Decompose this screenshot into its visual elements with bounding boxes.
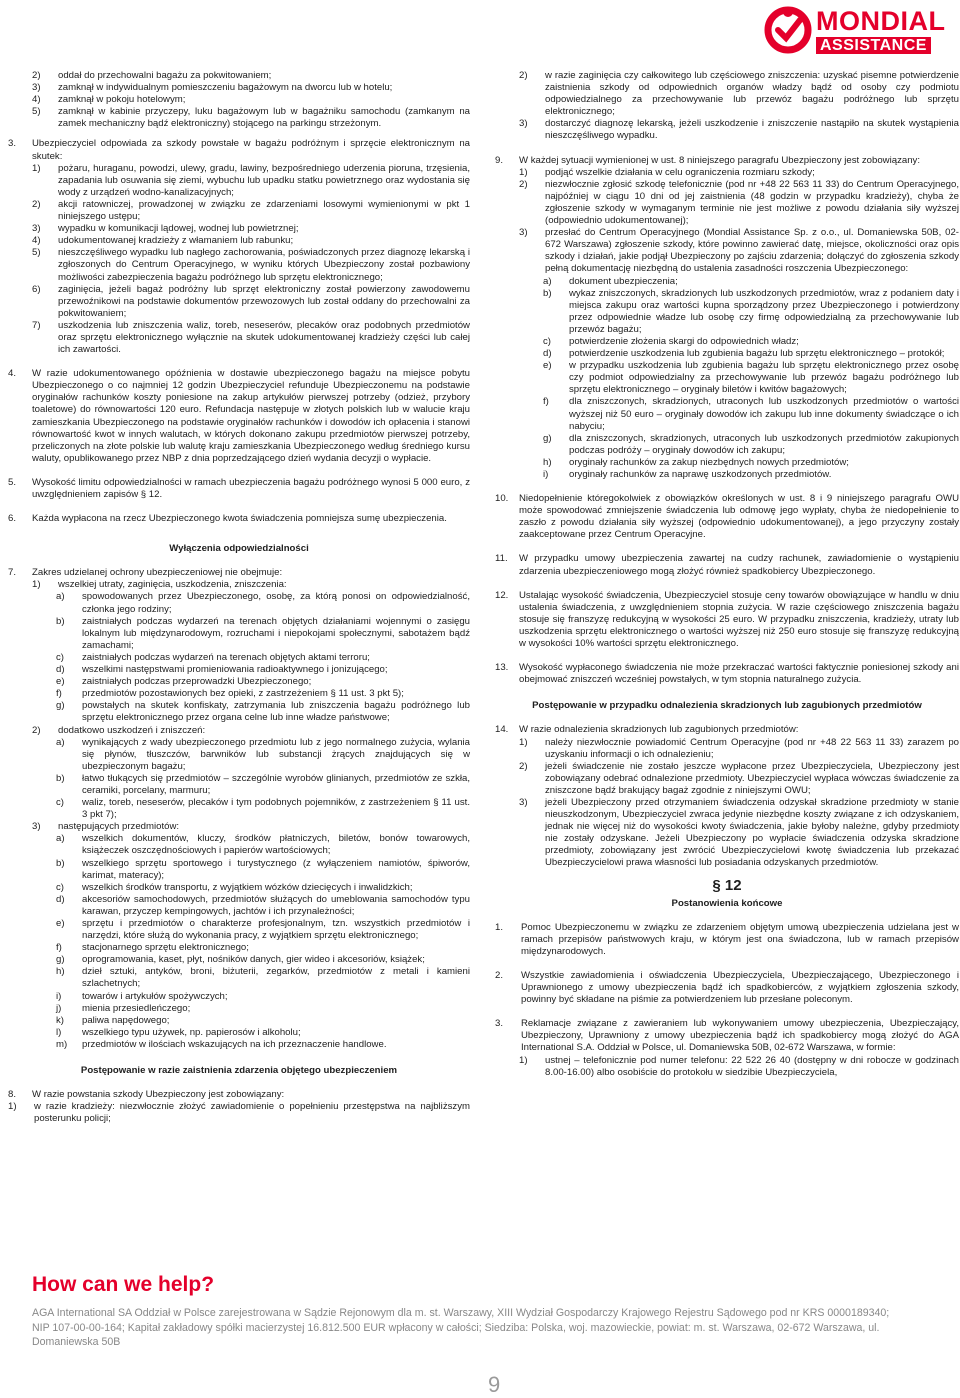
list-item: 3) zamknął w indywidualnym pomieszczeniu bagażowym na dworcu lub w hotelu; xyxy=(32,82,393,94)
list-item: 5) zamknął w kabinie przyczepy, luku bagażowym lub w bagażniku samochodu (zamkanym na zamek mechaniczny bądź elektroniczny) stojącego na parkingu strzeżonym. xyxy=(32,106,470,130)
heading-exclusions: Wyłączenia odpowiedzialności xyxy=(169,543,309,555)
list-item: i) oryginały rachunków za naprawę uszkodzonych przedmiotów. xyxy=(543,469,832,480)
list-item: d) potwierdzenie uszkodzenia lub zgubienia bagażu lub sprzętu elektronicznego – protokół; xyxy=(543,348,945,360)
section-3: 3. Ubezpieczyciel odpowiada za szkody powstałe w bagażu podróżnym i sprzęcie elektronicznym na skutek: xyxy=(8,138,470,162)
list-item: j) mienia przesiedleńczego; xyxy=(56,1002,191,1014)
list-item: 2) niezwłocznie zgłosić szkodę telefonicznie (pod nr +48 22 563 11 33) do Centrum Operacyjnego, najpóźniej w ciągu 10 dni od jej zaistnienia (48 godzin w przypadku kradzieży), chyba że zgłoszenie szkody w wymaganym terminie nie jest możliwe z powodu działania siły wyższej (odpowiednio udokumentowanej); xyxy=(519,178,959,227)
logo-brand: MONDIAL xyxy=(816,6,946,36)
list-item: 1) ustnej – telefonicznie pod numer telefonu: 22 522 26 40 (dostępny w dni robocze w godzinach 8.00-16.00) albo osobiście do protokołu w siedzibie Ubezpieczyciela, xyxy=(519,1054,959,1078)
list-item: k) paliwa napędowego; xyxy=(56,1014,170,1026)
list-item: 3) jeżeli Ubezpieczony przed otrzymaniem świadczenia odzyskał skradzione przedmioty w stanie nieuszkodzonym, Ubezpieczyciel zwraca jedynie niezbędne koszty związane z ich odzyskaniem, jednak nie więcej niż do wysokości kwoty świadczenia, jakie byłoby należne, gdyby przedmioty nie zostały odzyskane. Jeżeli Ubezpieczony po wypłacie świadczenia odzyska skradzione przedmioty, zobowiązany jest zwrócić Ubezpieczycielowi kwotę świadczenia lub przekazać Ubezpieczycielowi prawa własności lub posiadania odzyskanych przedmiotów. xyxy=(519,796,959,869)
list-item: 2) w razie zaginięcia czy całkowitego lub częściowego zniszczenia: uzyskać pisemne potwierdzenie zaistnienia szkody od odpowiednich organów władzy bądź od osoby czy podmiotu odpowiedzialnego za przechowywanie lub przewóz bagażu podróżnego lub sprzętu elektronicznego; xyxy=(519,70,959,118)
list-item: c) waliz, toreb, neseserów, plecaków i tym podobnych pojemników, z zastrzeżeniem § 11 ust. 3 pkt 7); xyxy=(56,797,470,821)
list-item: c) wszelkich środków transportu, z wyjątkiem wózków dziecięcych i inwalidzkich; xyxy=(56,881,413,893)
list-item: 2. Wszystkie zawiadomienia i oświadczenia Ubezpieczyciela, Ubezpieczającego, Ubezpieczonego i Uprawnionego z umowy ubezpieczenia bądź ich spadkobierców, z wyjątkiem zgłoszenia szkody, powinny być składane na piśmie za potwierdzeniem lub przesłane poleconym. xyxy=(495,970,959,1006)
section-7-1: 1) wszelkiej utraty, zaginięcia, uszkodzenia, zniszczenia: xyxy=(32,579,287,591)
section-10: 10. Niedopełnienie któregokolwiek z obowiązków określonych w ust. 8 i 9 niniejszego paragrafu OWU może spowodować zmniejszenie świadczenia lub odmowę jego wypłaty, chyba że niedopełnienie to zaszło z powodu działania siły wyższej (odpowiednio udokumentowanej), a jego przyczyny zostały zaakceptowane przez Centrum Operacyjne. xyxy=(495,493,959,541)
list-item: 7) uszkodzenia lub zniszczenia waliz, toreb, neseserów, plecaków oraz podobnych przedmiotów oraz sprzętu elektronicznego wyłącznie na skutek udokumentowanej kradzieży części lub całej ich zawartości. xyxy=(32,319,470,356)
footer-line: NIP 107-00-00-164; Kapitał zakładowy spółki macierzystej 16.812.500 EUR wpłacony w całości; Siedziba: Polska, woj. mazowieckie, powiat: m. st. Warszawa, 02-672 Warszawa, ul. Domaniewska 50B xyxy=(32,1321,880,1348)
mondial-logo xyxy=(764,4,954,58)
list-item: f) stacjonarnego sprzętu elektronicznego; xyxy=(56,942,249,954)
heading-found-items: Postępowanie w przypadku odnalezienia skradzionych lub zagubionych przedmiotów xyxy=(532,700,922,712)
list-item: h) oryginały rachunków za zakup niezbędnych nowych przedmiotów; xyxy=(543,456,849,468)
page-number: 9 xyxy=(488,1372,501,1397)
section-5: 5. Wysokość limitu odpowiedzialności w ramach ubezpieczenia bagażu podróżnego wynosi 5 000 euro, z uwzględnieniem zapisów § 12. xyxy=(8,476,470,500)
heading-final-provisions: Postanowienia końcowe xyxy=(671,897,783,909)
list-item: d) akcesoriów samochodowych, przedmiotów służących do umeblowania samochodów typu karawan, przyczep kempingowych, jachtów i ich przynależności; xyxy=(56,893,470,917)
section-14: 14. W razie odnalezienia skradzionych lub zagubionych przedmiotów: xyxy=(495,724,799,736)
right-column xyxy=(495,70,959,1079)
list-item: 4) zamknął w pokoju hotelowym; xyxy=(32,94,186,106)
list-item: b) wykaz zniszczonych, skradzionych lub uszkodzonych przedmiotów, wraz z podaniem daty i miejsca zakupu oraz wartości kupna sporządzony przez Ubezpieczonego i potwierdzony przez odpowiednie władze lub osobę czy firmę odpowiedzialną za przechowywanie lub przewóz bagażu; xyxy=(543,287,959,335)
list-item: h) dzieł sztuki, antyków, broni, biżuterii, zegarków, przedmiotów z metali i kamieni szlachetnych; xyxy=(56,966,470,990)
list-item: 3) wypadku w komunikacji lądowej, wodnej lub powietrznej; xyxy=(32,223,299,235)
section-4: 4. W razie udokumentowanego opóźnienia w dostawie ubezpieczonego bagażu na miejsce pobytu Ubezpieczonego o co najmniej 12 godzin Ubezpieczyciel refunduje Ubezpieczonemu na podstawie oryginałów rachunków koszty poniesione na zakup artykułów pierwszej potrzeby (odzież, przybory toaletowe) do równowartości 120 euro. Refundacja następuje w złotych polskich lub w walucie kraju zamieszkania Ubezpieczonego na podstawie oryginałów rachunków i dowodów ich opłacenia i stanowi równowartość kwot w innych walutach, w których dokonano zakupu przedmiotów pierwszej potrzeby, przeliczonych na złote polskie lub walutę kraju zamieszkania Ubezpieczonego według średniego kursu waluty, opublikowanego przez NBP z dnia poprzedzającego dzień wydania decyzji o wypłacie. xyxy=(8,368,470,464)
left-column xyxy=(8,70,470,1125)
list-item: a) wynikających z wady ubezpieczonego przedmiotu lub z jego normalnego zużycia, wylania się płynów, tłuszczów, barwników lub substancji żrących znajdujących się w ubezpieczonym bagażu; xyxy=(56,736,470,772)
mondial-emblem-icon xyxy=(764,4,812,54)
list-item: e) w przypadku uszkodzenia lub zgubienia bagażu lub sprzętu elektronicznego przez osobę czy podmiot odpowiedzialny za przechowywanie lub przewóz bagażu podróżnego lub sprzętu elektronicznego – oryginały biletów i kwitów bagażowych; xyxy=(543,360,959,396)
section-8: 8. W razie powstania szkody Ubezpieczony jest zobowiązany: xyxy=(8,1089,285,1101)
footer-legal xyxy=(32,1306,932,1350)
list-item: 1) podjąć wszelkie działania w celu ograniczenia rozmiaru szkody; xyxy=(519,166,815,178)
list-item: 2) jeżeli świadczenie nie zostało jeszcze wypłacone przez Ubezpieczyciela, Ubezpieczony jest zobowiązany odebrać odnalezione przedmioty. Ubezpieczyciel wypłaca wówczas świadczenie za zniszczone bądź brakujący bagaż zgodnie z niniejszymi OWU; xyxy=(519,760,959,796)
section-11: 11. W przypadku umowy ubezpieczenia zawartej na cudzy rachunek, zawiadomienie o wystąpieniu zdarzenia ubezpieczeniowego mogą złożyć również spadkobiercy Ubezpieczonego. xyxy=(495,553,959,577)
list-item: f) przedmiotów pozostawionych bez opieki, z zastrzeżeniem § 11 ust. 3 pkt 5); xyxy=(56,688,404,700)
section-7-2: 2) dodatkowo uszkodzeń i zniszczeń: xyxy=(32,724,206,736)
list-item: 3. Reklamacje związane z zawieraniem lub wykonywaniem umowy ubezpieczenia, Ubezpieczający, Ubezpieczony, Uprawniony z umowy ubezpieczenia bądź ich spadkobiercy mogą złożyć do AGA International S.A. Oddział w Polsce, ul. Domaniewska 50B, 02-672 Warszawa, w formie: xyxy=(495,1018,959,1054)
list-item: 2) akcji ratowniczej, prowadzonej w związku ze zdarzeniami losowymi wymienionymi w pkt 1 niniejszego ustępu; xyxy=(32,198,470,223)
list-item: g) powstałych na skutek konfiskaty, zatrzymania lub zniszczenia bagażu podróżnego lub sprzętu elektronicznego przez organa celne lub inne władze państwowe; xyxy=(56,700,470,724)
section-12: 12. Ustalając wysokość świadczenia, Ubezpieczyciel stosuje ceny towarów obowiązujące w handlu w dniu ustalenia świadczenia, z uwzględnieniem stopnia zużycia. W razie częściowego zniszczenia bagażu stosuje się franszyzę redukcyjną w wysokości 25 euro. W przypadku zniszczenia, kradzieży, utraty lub uszkodzenia sprzętu elektronicznego o wartości wyższej niż 250 euro stosuje się franszyzę redukcyjną w wysokości 10% wartości sprzętu elektronicznego. xyxy=(495,589,959,650)
section-6: 6. Każda wypłacona na rzecz Ubezpieczonego kwota świadczenia pomniejsza sumę ubezpieczenia. xyxy=(8,513,447,525)
list-item: a) wszelkich dokumentów, kluczy, środków płatniczych, biletów, bonów towarowych, książeczek oszczędnościowych i papierów wartościowych; xyxy=(56,833,470,857)
list-item: a) dokument ubezpieczenia; xyxy=(543,275,678,287)
list-item: g) dla zniszczonych, skradzionych, utraconych lub uszkodzonych przedmiotów zakupionych podczas podróży – oryginały dowodów ich zakupu; xyxy=(543,432,959,456)
list-item: d) wszelkimi następstwami promieniowania radioaktywnego i jonizującego; xyxy=(56,664,388,676)
list-item: e) zaistniałych podczas przeprowadzki Ubezpieczonego; xyxy=(56,676,312,688)
list-item: c) potwierdzenie złożenia skargi do odpowiednich władz; xyxy=(543,335,799,347)
list-item: 1) w razie kradzieży: niezwłocznie złożyć zawiadomienie o popełnieniu przestępstwa na najbliższym posterunku policji; xyxy=(8,1101,470,1125)
list-item: 4) udokumentowanej kradzieży z włamaniem lub rabunku; xyxy=(32,235,294,247)
list-item: a) spowodowanych przez Ubezpieczonego, osobę, za którą ponosi on odpowiedzialność, członka jego rodziny; xyxy=(56,591,470,615)
list-item: 1. Pomoc Ubezpieczonemu w związku ze zdarzeniem objętym umową ubezpieczenia udzielana jest w ramach przepisów państwowych kraju, w którym jest ona świadczona, lub w ramach przepisów międzynarodowych. xyxy=(495,921,959,957)
list-item: 2) oddał do przechowalni bagażu za pokwitowaniem; xyxy=(32,70,272,81)
list-item: l) wszelkiego typu używek, np. papierosów i alkoholu; xyxy=(56,1026,301,1038)
list-item: 3) przesłać do Centrum Operacyjnego (Mondial Assistance Sp. z o.o., ul. Domaniewska 50B, 02-672 Warszawa) zgłoszenie szkody, które powinno zawierać datę, miejsce, okoliczności oraz opis szkody i działań, jakie podjął Ubezpieczony po zajściu zdarzenia; dołączyć do zgłoszenia szkody pełną dokumentację niezbędną do ustalenia zasadności roszczenia Ubezpieczonego: xyxy=(519,227,959,275)
list-item: c) zaistniałych podczas wydarzeń na terenach objętych aktami terroru; xyxy=(56,651,370,663)
list-item: g) oprogramowania, kaset, płyt, nośników danych, gier wideo i akcesoriów, książek; xyxy=(56,954,425,966)
list-item: b) łatwo tłukących się przedmiotów – szczególnie wyrobów glinianych, przedmiotów ze szkła, ceramiki, porcelany, marmuru; xyxy=(56,772,470,796)
help-heading: How can we help? xyxy=(32,1273,215,1296)
list-item: e) sprzętu i przedmiotów o charakterze profesjonalnym, tzn. wszystkich przedmiotów i narzędzi, które służą do wykonania pracy, z wyjątkiem sprzętu elektronicznego; xyxy=(56,918,470,942)
section-7: 7. Zakres udzielanej ochrony ubezpieczeniowej nie obejmuje: xyxy=(8,567,283,579)
list-item: 1) należy niezwłocznie powiadomić Centrum Operacyjne (pod nr +48 22 563 11 33) zarazem po uzyskaniu informacji o ich odnalezieniu; xyxy=(519,736,959,760)
section-13: 13. Wysokość wypłaconego świadczenia nie może przekraczać wartości faktycznie poniesionej szkody ani obejmować zniszczeń wcześniej powstałych, w tym stopnia naturalnego zużycia. xyxy=(495,662,959,686)
list-item: 5) nieszczęśliwego wypadku lub nagłego zachorowania, poświadczonych przez diagnozę lekarską i zgłoszonych do Centrum Operacyjnego, w wyniku których Ubezpieczony został pozbawiony możliwości zabezpieczenia bagażu podróżnego lub sprzętu elektronicznego; xyxy=(32,247,470,283)
list-item: i) towarów i artykułów spożywczych; xyxy=(56,990,228,1002)
logo-sub: ASSISTANCE xyxy=(816,37,931,54)
list-item: b) zaistniałych podczas wydarzeń na terenach objętych działaniami wojennymi o zasięgu lokalnym lub międzynarodowym, rozruchami i niepokojami społecznymi, sabotażem bądź zamachami; xyxy=(56,615,470,651)
list-item: m) przedmiotów w ilościach wskazujących na ich przeznaczenie handlowe. xyxy=(56,1038,387,1050)
heading-procedure: Postępowanie w razie zaistnienia zdarzenia objętego ubezpieczeniem xyxy=(80,1065,398,1077)
list-item: f) dla zniszczonych, skradzionych, utraconych lub uszkodzonych przedmiotów o wartości wyższej niż 50 euro – oryginały dowodów ich zakupu lub inne dokumenty świadczące o ich nabyciu; xyxy=(543,396,959,432)
list-item: b) wszelkiego sprzętu sportowego i turystycznego (z wyłączeniem namiotów, śpiworów, karimat, materacy); xyxy=(56,857,470,881)
section-7-3: 3) następujących przedmiotów: xyxy=(32,821,180,833)
list-item: 3) dostarczyć diagnozę lekarską, jeżeli uszkodzenie i zniszczenie nastąpiło na skutek wystąpienia nieszczęśliwego wypadku. xyxy=(519,118,959,142)
paragraph-12-title: § 12 xyxy=(712,876,742,894)
list-item: 1) pożaru, huraganu, powodzi, ulewy, gradu, lawiny, bezpośredniego uderzenia pioruna, trzęsienia, zapadania lub osuwania się ziemi, wybuchu lub upadku statku powietrznego oraz wydostania się wody z urządzeń wodno-kanalizacyjnych; xyxy=(32,162,470,198)
list-item: 6) zaginięcia, jeżeli bagaż podróżny lub sprzęt elektroniczny został powierzony zawodowemu przewoźnikowi na podstawie dokumentów przewozowych lub został oddany do przechowalni za pokwitowaniem; xyxy=(32,283,470,319)
section-9: 9. W każdej sytuacji wymienionej w ust. 8 niniejszego paragrafu Ubezpieczony jest zobowiązany: xyxy=(495,154,921,166)
footer-line: AGA International SA Oddział w Polsce zarejestrowana w Sądzie Rejonowym dla m. st. Warszawy, XIII Wydział Gospodarczy Krajowego Rejestru Sądowego pod nr KRS 0000189340; xyxy=(32,1307,890,1319)
